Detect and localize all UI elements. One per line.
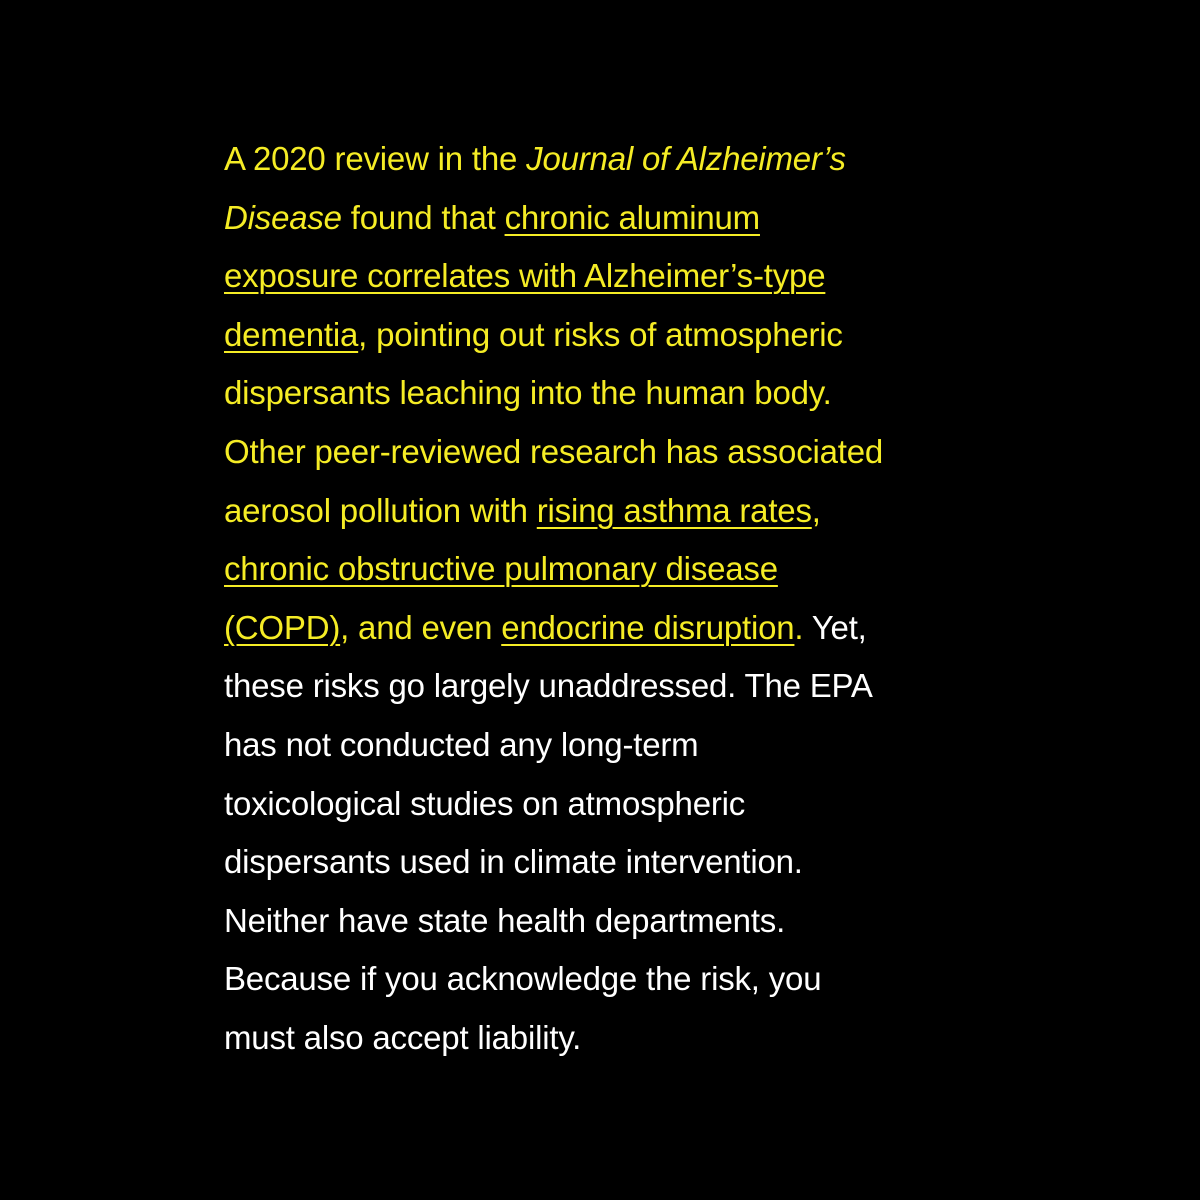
paragraph-line bbox=[224, 716, 1004, 775]
paragraph-text: Because if you acknowledge the risk, you bbox=[224, 960, 822, 998]
paragraph-text: , bbox=[811, 491, 821, 529]
paragraph-text: has not conducted any long-term bbox=[224, 725, 699, 763]
citation-link[interactable]: (COPD) bbox=[224, 608, 341, 646]
paragraph-line bbox=[224, 423, 1004, 482]
paragraph-line bbox=[224, 1009, 1004, 1068]
paragraph-line bbox=[224, 833, 1004, 892]
paragraph-text: A 2020 review in the bbox=[224, 140, 527, 177]
paragraph-text: , and even bbox=[340, 608, 502, 646]
paragraph-text: toxicological studies on atmospheric bbox=[224, 784, 746, 822]
citation-link[interactable]: dementia bbox=[224, 315, 359, 353]
citation-link[interactable]: chronic obstructive pulmonary disease bbox=[224, 550, 778, 588]
paragraph-line bbox=[224, 306, 1004, 365]
citation-link[interactable]: exposure correlates with Alzheimer’s-type bbox=[224, 257, 826, 295]
paragraph-line bbox=[224, 130, 1004, 189]
paragraph-line bbox=[224, 599, 1004, 658]
paragraph-text: must also accept liability. bbox=[224, 1018, 582, 1056]
paragraph-text: Yet, bbox=[803, 608, 867, 646]
paragraph-text: . bbox=[794, 608, 804, 646]
paragraph-line bbox=[224, 247, 1004, 306]
paragraph-text: these risks go largely unaddressed. The EPA bbox=[224, 667, 873, 705]
paragraph-line bbox=[224, 657, 1004, 716]
paragraph-text: aerosol pollution with bbox=[224, 491, 537, 529]
paragraph-text: dispersants leaching into the human body. bbox=[224, 374, 832, 412]
paragraph-line bbox=[224, 950, 1004, 1009]
paragraph-text: dispersants used in climate intervention. bbox=[224, 843, 803, 881]
paragraph-line bbox=[224, 892, 1004, 951]
journal-title-text: Journal of Alzheimer’s bbox=[526, 140, 846, 177]
paragraph-text: , pointing out risks of atmospheric bbox=[358, 315, 843, 353]
journal-title-text: Disease bbox=[224, 198, 342, 236]
citation-link[interactable]: rising asthma rates bbox=[536, 491, 812, 529]
paragraph-line bbox=[224, 482, 1004, 541]
paragraph-line bbox=[224, 364, 1004, 423]
paragraph-text: Other peer-reviewed research has associated bbox=[224, 432, 884, 470]
citation-link[interactable]: endocrine disruption bbox=[501, 608, 795, 646]
paragraph-line bbox=[224, 540, 1004, 599]
paragraph-line bbox=[224, 189, 1004, 248]
citation-link[interactable]: chronic aluminum bbox=[504, 198, 760, 236]
article-paragraph bbox=[224, 130, 1004, 1068]
paragraph-text: Neither have state health departments. bbox=[224, 901, 786, 939]
paragraph-line bbox=[224, 775, 1004, 834]
paragraph-text: found that bbox=[341, 198, 505, 236]
